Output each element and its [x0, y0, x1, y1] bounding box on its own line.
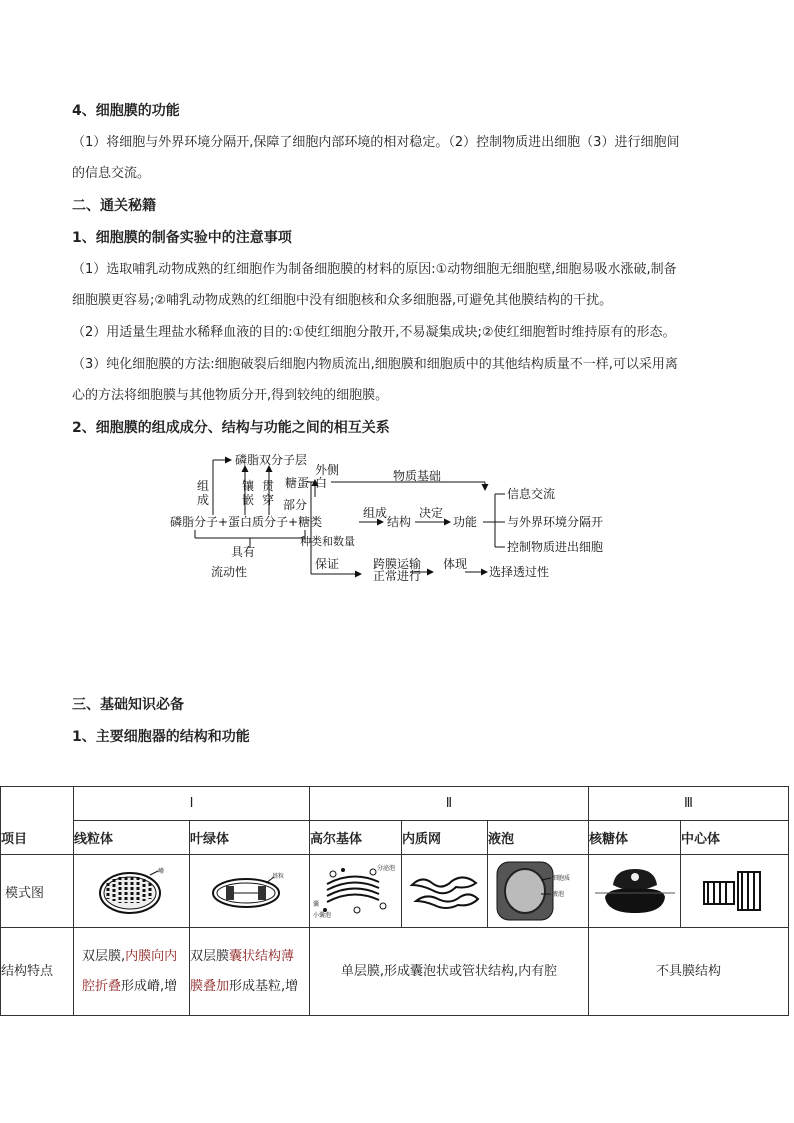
vacuole-label-b: 液泡 — [552, 891, 565, 898]
vacuole-diagram — [495, 860, 581, 922]
diagram-transport-2: 正常进行 — [373, 569, 422, 583]
point-3-line-2: 心的方法将细胞膜与其他物质分开,得到较纯的细胞膜。 — [72, 388, 389, 403]
diagram-zucheng: 组成 — [363, 506, 388, 520]
diagram-cheng: 成 — [197, 493, 210, 507]
group-3-feature: 不具膜结构 — [589, 928, 789, 1016]
diagram-material-basis: 物质基础 — [393, 469, 442, 483]
diagram-separate: 与外界环境分隔开 — [507, 515, 604, 529]
section-3-title: 三、基础知识必备 — [72, 697, 184, 713]
chloro-label: 基粒 — [271, 873, 284, 880]
group-3-header: Ⅲ — [589, 787, 789, 821]
organelle-mitochondria: 线粒体 — [74, 821, 190, 855]
chloro-feature-highlight-2: 膜叠加 — [190, 978, 230, 994]
diagram-components: 磷脂分子+蛋白质分子+糖类 — [170, 515, 323, 529]
point-2: （2）用适量生理盐水稀释血液的目的:①使红细胞分散开,不易凝集成块;②使红细胞暂时维持原有的形态。 — [72, 325, 676, 340]
section-4-body-line-2: 的信息交流。 — [72, 166, 151, 181]
mito-feature-text-1: 双层膜, — [82, 948, 126, 964]
diagram-part: 部分 — [283, 498, 308, 512]
diagram-zu: 组 — [197, 479, 210, 493]
feature-row-label: 结构特点 — [1, 928, 74, 1016]
point-1-line-1: （1）选取哺乳动物成熟的红细胞作为制备细胞膜的材料的原因:①动物细胞无细胞壁,细胞易吸水涨破,制备 — [72, 262, 677, 277]
diagram-control: 控制物质进出细胞 — [507, 540, 604, 554]
section-4-body-line-1: （1）将细胞与外界环境分隔开,保障了细胞内部环境的相对稳定。（2）控制物质进出细胞（3）进行细胞间 — [72, 135, 680, 150]
vacuole-label-a: 细胞质 — [552, 875, 571, 882]
chloroplast-diagram — [210, 871, 290, 911]
membrane-relationship-diagram — [165, 452, 625, 587]
group-2-feature: 单层膜,形成囊泡状或管状结构,内有腔 — [310, 928, 589, 1016]
mito-feature-highlight-2: 腔折叠 — [82, 978, 122, 994]
mito-label: 嵴 — [157, 868, 164, 875]
chloro-feature-text-1: 双层膜 — [190, 948, 230, 964]
diagram-has: 具有 — [231, 545, 256, 559]
diagram-glycoprotein-2: 白 — [315, 476, 328, 490]
section-4-title: 4、细胞膜的功能 — [72, 103, 180, 119]
item-header: 项目 — [1, 821, 74, 855]
section-2-title: 二、通关秘籍 — [72, 198, 156, 214]
mito-feature-highlight-1: 内膜向内 — [125, 948, 178, 964]
diagram-qian: 嵌 — [242, 493, 255, 507]
section-2-2-title: 2、细胞膜的组成成分、结构与功能之间的相互关系 — [72, 420, 390, 436]
section-3-1-title: 1、主要细胞器的结构和功能 — [72, 729, 250, 745]
group-2-header: Ⅱ — [310, 787, 589, 821]
centrosome-diagram — [698, 866, 772, 916]
organelle-centrosome: 中心体 — [681, 821, 789, 855]
diagram-row-label: 模式图 — [1, 855, 74, 928]
organelle-er: 内质网 — [402, 821, 488, 855]
golgi-label-a: 分泌泡 — [376, 865, 395, 872]
group-1-header: Ⅰ — [74, 787, 310, 821]
golgi-diagram — [313, 862, 399, 920]
diagram-decide: 决定 — [419, 506, 444, 520]
organelle-golgi: 高尔基体 — [310, 821, 402, 855]
diagram-selective: 选择透过性 — [489, 565, 550, 579]
diagram-xiang: 镶 — [242, 479, 255, 493]
ribosome-diagram — [595, 863, 675, 919]
diagram-transport-1: 跨膜运输 — [373, 557, 422, 571]
organelle-vacuole: 液泡 — [488, 821, 589, 855]
diagram-glycoprotein-1: 糖蛋 — [285, 476, 310, 490]
organelle-table — [0, 786, 789, 1016]
diagram-guarantee: 保证 — [315, 557, 340, 571]
diagram-phospholipid-bilayer: 磷脂双分子层 — [235, 453, 308, 467]
diagram-function: 功能 — [453, 515, 478, 529]
mito-feature — [74, 928, 190, 1016]
diagram-types-amount: 种类和数量 — [300, 535, 355, 548]
golgi-label-c: 小囊泡 — [312, 912, 331, 919]
diagram-chuan: 穿 — [262, 493, 275, 507]
section-2-1-title: 1、细胞膜的制备实验中的注意事项 — [72, 230, 292, 246]
diagram-info-exchange: 信息交流 — [507, 487, 556, 501]
diagram-fluidity: 流动性 — [211, 565, 248, 579]
organelle-chloroplast: 叶绿体 — [190, 821, 310, 855]
golgi-label-b: 囊 — [312, 901, 319, 908]
diagram-outer-side: 外侧 — [315, 463, 340, 477]
mito-feature-text-2: 形成嵴,增 — [121, 978, 178, 994]
mitochondria-diagram — [98, 865, 166, 917]
point-3-line-1: （3）纯化细胞膜的方法:细胞破裂后细胞内物质流出,细胞膜和细胞质中的其他结构质量不一样,可以采用离 — [72, 357, 678, 372]
chloro-feature-text-2: 形成基粒,增 — [229, 978, 299, 994]
diagram-structure: 结构 — [387, 515, 412, 529]
diagram-embody: 体现 — [443, 557, 468, 571]
chloro-feature — [190, 928, 310, 1016]
diagram-guan: 贯 — [262, 479, 275, 493]
point-1-line-2: 细胞膜更容易;②哺乳动物成熟的红细胞中没有细胞核和众多细胞器,可避免其他膜结构的干扰。 — [72, 293, 613, 308]
chloro-feature-highlight-1: 囊状结构薄 — [229, 948, 295, 964]
organelle-ribosome: 核糖体 — [589, 821, 681, 855]
er-diagram — [408, 871, 482, 911]
